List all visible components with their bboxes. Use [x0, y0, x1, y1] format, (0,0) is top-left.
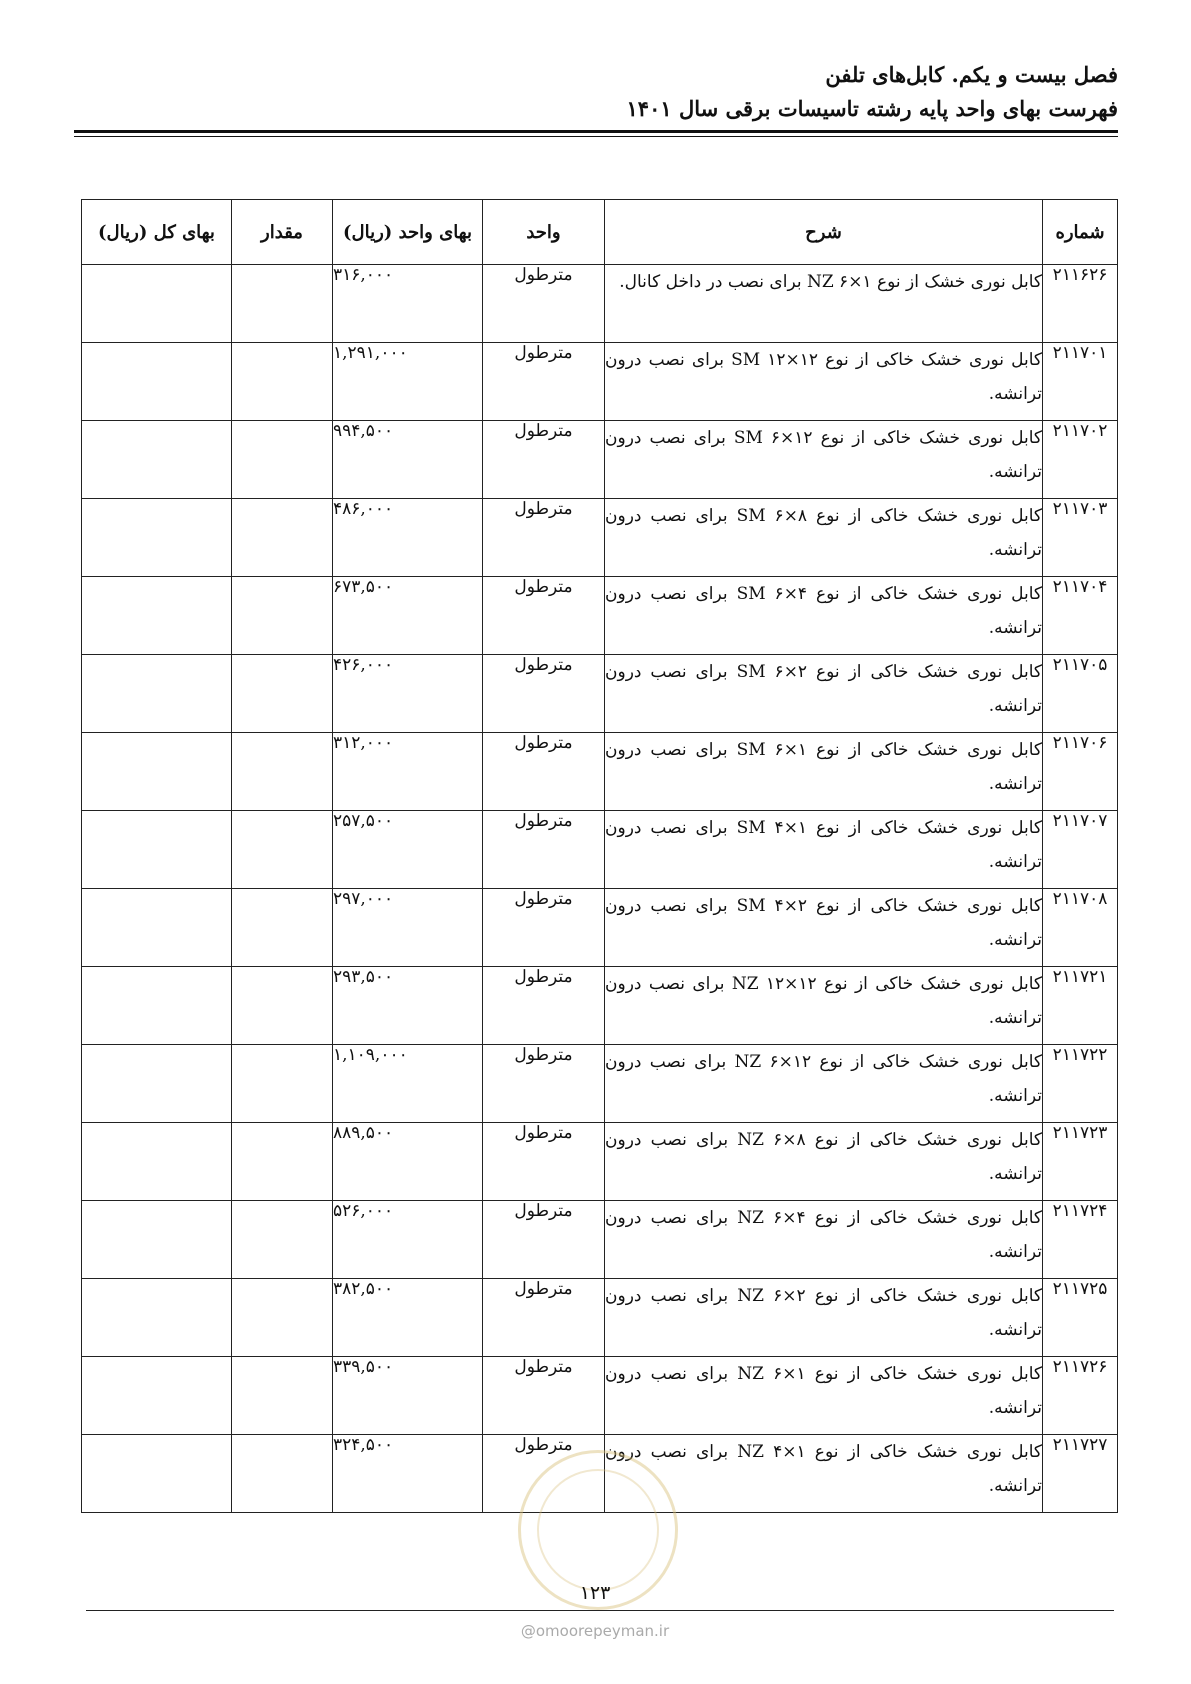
table-row [82, 733, 1118, 811]
row-quantity [232, 265, 333, 343]
row-total-price [82, 655, 232, 733]
row-description: کابل نوری خشک خاکی از نوع SM ۶×۱۲ برای نصب درون ترانشه. [605, 421, 1043, 499]
row-unit-price: ۵۲۶,۰۰۰ [333, 1201, 483, 1279]
table-row [82, 655, 1118, 733]
row-quantity [232, 343, 333, 421]
table-row [82, 499, 1118, 577]
row-unit-price: ۳۸۲,۵۰۰ [333, 1279, 483, 1357]
row-total-price [82, 265, 232, 343]
column-header-unit-price: بهای واحد (ریال) [333, 200, 483, 265]
row-number: ۲۱۱۷۲۲ [1043, 1045, 1118, 1123]
table-row [82, 811, 1118, 889]
table-row [82, 889, 1118, 967]
row-description: کابل نوری خشک خاکی از نوع NZ ۶×۸ برای نصب درون ترانشه. [605, 1123, 1043, 1201]
row-total-price [82, 1357, 232, 1435]
column-header-total-price: بهای کل (ریال) [82, 200, 232, 265]
row-total-price [82, 811, 232, 889]
row-description: کابل نوری خشک خاکی از نوع NZ ۶×۱ برای نصب درون ترانشه. [605, 1357, 1043, 1435]
row-number: ۲۱۱۷۰۷ [1043, 811, 1118, 889]
row-description: کابل نوری خشک خاکی از نوع SM ۴×۱ برای نصب درون ترانشه. [605, 811, 1043, 889]
row-total-price [82, 1123, 232, 1201]
row-description: کابل نوری خشک خاکی از نوع NZ ۶×۱۲ برای نصب درون ترانشه. [605, 1045, 1043, 1123]
row-total-price [82, 889, 232, 967]
row-number: ۲۱۱۷۰۴ [1043, 577, 1118, 655]
row-unit-price: ۱,۲۹۱,۰۰۰ [333, 343, 483, 421]
row-quantity [232, 1279, 333, 1357]
row-number: ۲۱۱۷۰۶ [1043, 733, 1118, 811]
row-unit: مترطول [483, 655, 605, 733]
row-number: ۲۱۱۷۲۱ [1043, 967, 1118, 1045]
row-description: کابل نوری خشک خاکی از نوع SM ۶×۱ برای نصب درون ترانشه. [605, 733, 1043, 811]
row-unit: مترطول [483, 421, 605, 499]
row-unit: مترطول [483, 1201, 605, 1279]
column-header-description: شرح [605, 200, 1043, 265]
row-number: ۲۱۱۷۰۵ [1043, 655, 1118, 733]
column-header-quantity: مقدار [232, 200, 333, 265]
row-total-price [82, 967, 232, 1045]
row-number: ۲۱۱۷۰۲ [1043, 421, 1118, 499]
row-unit: مترطول [483, 1435, 605, 1513]
row-unit: مترطول [483, 1279, 605, 1357]
row-unit-price: ۶۷۳,۵۰۰ [333, 577, 483, 655]
row-unit-price: ۳۳۹,۵۰۰ [333, 1357, 483, 1435]
row-unit: مترطول [483, 577, 605, 655]
row-unit: مترطول [483, 733, 605, 811]
row-unit-price: ۱,۱۰۹,۰۰۰ [333, 1045, 483, 1123]
column-header-number: شماره [1043, 200, 1118, 265]
row-description: کابل نوری خشک خاکی از نوع SM ۶×۲ برای نصب درون ترانشه. [605, 655, 1043, 733]
row-description: کابل نوری خشک خاکی از نوع SM ۴×۲ برای نصب درون ترانشه. [605, 889, 1043, 967]
header-rule-thin [74, 136, 1118, 137]
chapter-title: فصل بیست و یکم. کابل‌های تلفن [825, 62, 1118, 87]
table-row [82, 1123, 1118, 1201]
row-number: ۲۱۱۶۲۶ [1043, 265, 1118, 343]
row-quantity [232, 1123, 333, 1201]
row-number: ۲۱۱۷۰۱ [1043, 343, 1118, 421]
table-body [82, 265, 1118, 1513]
row-total-price [82, 343, 232, 421]
table-header-row [82, 200, 1118, 265]
table-row [82, 577, 1118, 655]
table-row [82, 1279, 1118, 1357]
row-number: ۲۱۱۷۲۴ [1043, 1201, 1118, 1279]
site-watermark: @omoorepeyman.ir [520, 1622, 670, 1640]
price-list-title: فهرست بهای واحد پایه رشته تاسیسات برقی سال ۱۴۰۱ [626, 96, 1118, 121]
row-unit-price: ۹۹۴,۵۰۰ [333, 421, 483, 499]
row-number: ۲۱۱۷۲۶ [1043, 1357, 1118, 1435]
table-row [82, 967, 1118, 1045]
row-description: کابل نوری خشک خاکی از نوع NZ ۱۲×۱۲ برای نصب درون ترانشه. [605, 967, 1043, 1045]
row-number: ۲۱۱۷۲۷ [1043, 1435, 1118, 1513]
row-number: ۲۱۱۷۲۳ [1043, 1123, 1118, 1201]
row-quantity [232, 1045, 333, 1123]
row-quantity [232, 967, 333, 1045]
table-row [82, 1045, 1118, 1123]
row-quantity [232, 577, 333, 655]
row-unit: مترطول [483, 967, 605, 1045]
row-unit-price: ۲۵۷,۵۰۰ [333, 811, 483, 889]
row-number: ۲۱۱۷۲۵ [1043, 1279, 1118, 1357]
row-unit: مترطول [483, 499, 605, 577]
row-description: کابل نوری خشک خاکی از نوع SM ۶×۸ برای نصب درون ترانشه. [605, 499, 1043, 577]
row-number: ۲۱۱۷۰۳ [1043, 499, 1118, 577]
row-unit: مترطول [483, 1045, 605, 1123]
row-description: کابل نوری خشک خاکی از نوع SM ۱۲×۱۲ برای نصب درون ترانشه. [605, 343, 1043, 421]
header-rule-thick [74, 130, 1118, 133]
row-unit-price: ۴۲۶,۰۰۰ [333, 655, 483, 733]
seal-inner-ring [537, 1469, 659, 1591]
row-quantity [232, 1357, 333, 1435]
row-description: کابل نوری خشک خاکی از نوع NZ ۶×۲ برای نصب درون ترانشه. [605, 1279, 1043, 1357]
table-row [82, 421, 1118, 499]
row-total-price [82, 1045, 232, 1123]
row-unit-price: ۲۹۷,۰۰۰ [333, 889, 483, 967]
price-table [81, 199, 1118, 1513]
row-unit: مترطول [483, 1357, 605, 1435]
row-description: کابل نوری خشک از نوع NZ ۶×۱ برای نصب در داخل کانال. [605, 265, 1043, 343]
row-quantity [232, 889, 333, 967]
row-unit: مترطول [483, 1123, 605, 1201]
footer-rule [86, 1610, 1114, 1611]
row-total-price [82, 733, 232, 811]
row-total-price [82, 1279, 232, 1357]
table-row [82, 1357, 1118, 1435]
row-total-price [82, 499, 232, 577]
row-quantity [232, 1201, 333, 1279]
row-unit-price: ۳۱۶,۰۰۰ [333, 265, 483, 343]
table-row [82, 343, 1118, 421]
row-unit: مترطول [483, 889, 605, 967]
row-quantity [232, 421, 333, 499]
row-total-price [82, 1201, 232, 1279]
row-description: کابل نوری خشک خاکی از نوع SM ۶×۴ برای نصب درون ترانشه. [605, 577, 1043, 655]
table-row [82, 265, 1118, 343]
row-total-price [82, 577, 232, 655]
row-unit-price: ۸۸۹,۵۰۰ [333, 1123, 483, 1201]
row-unit-price: ۳۱۲,۰۰۰ [333, 733, 483, 811]
row-unit: مترطول [483, 265, 605, 343]
page-header [74, 58, 1118, 126]
row-unit-price: ۳۲۴,۵۰۰ [333, 1435, 483, 1513]
row-quantity [232, 1435, 333, 1513]
row-unit-price: ۴۸۶,۰۰۰ [333, 499, 483, 577]
row-quantity [232, 655, 333, 733]
row-unit: مترطول [483, 811, 605, 889]
row-quantity [232, 733, 333, 811]
row-quantity [232, 811, 333, 889]
row-number: ۲۱۱۷۰۸ [1043, 889, 1118, 967]
row-unit: مترطول [483, 343, 605, 421]
row-description: کابل نوری خشک خاکی از نوع NZ ۶×۴ برای نصب درون ترانشه. [605, 1201, 1043, 1279]
column-header-unit: واحد [483, 200, 605, 265]
page-number: ۱۲۳ [579, 1582, 611, 1604]
row-description: کابل نوری خشک خاکی از نوع NZ ۴×۱ برای نصب درون ترانشه. [605, 1435, 1043, 1513]
row-quantity [232, 499, 333, 577]
table-row [82, 1201, 1118, 1279]
row-unit-price: ۲۹۳,۵۰۰ [333, 967, 483, 1045]
row-total-price [82, 1435, 232, 1513]
row-total-price [82, 421, 232, 499]
